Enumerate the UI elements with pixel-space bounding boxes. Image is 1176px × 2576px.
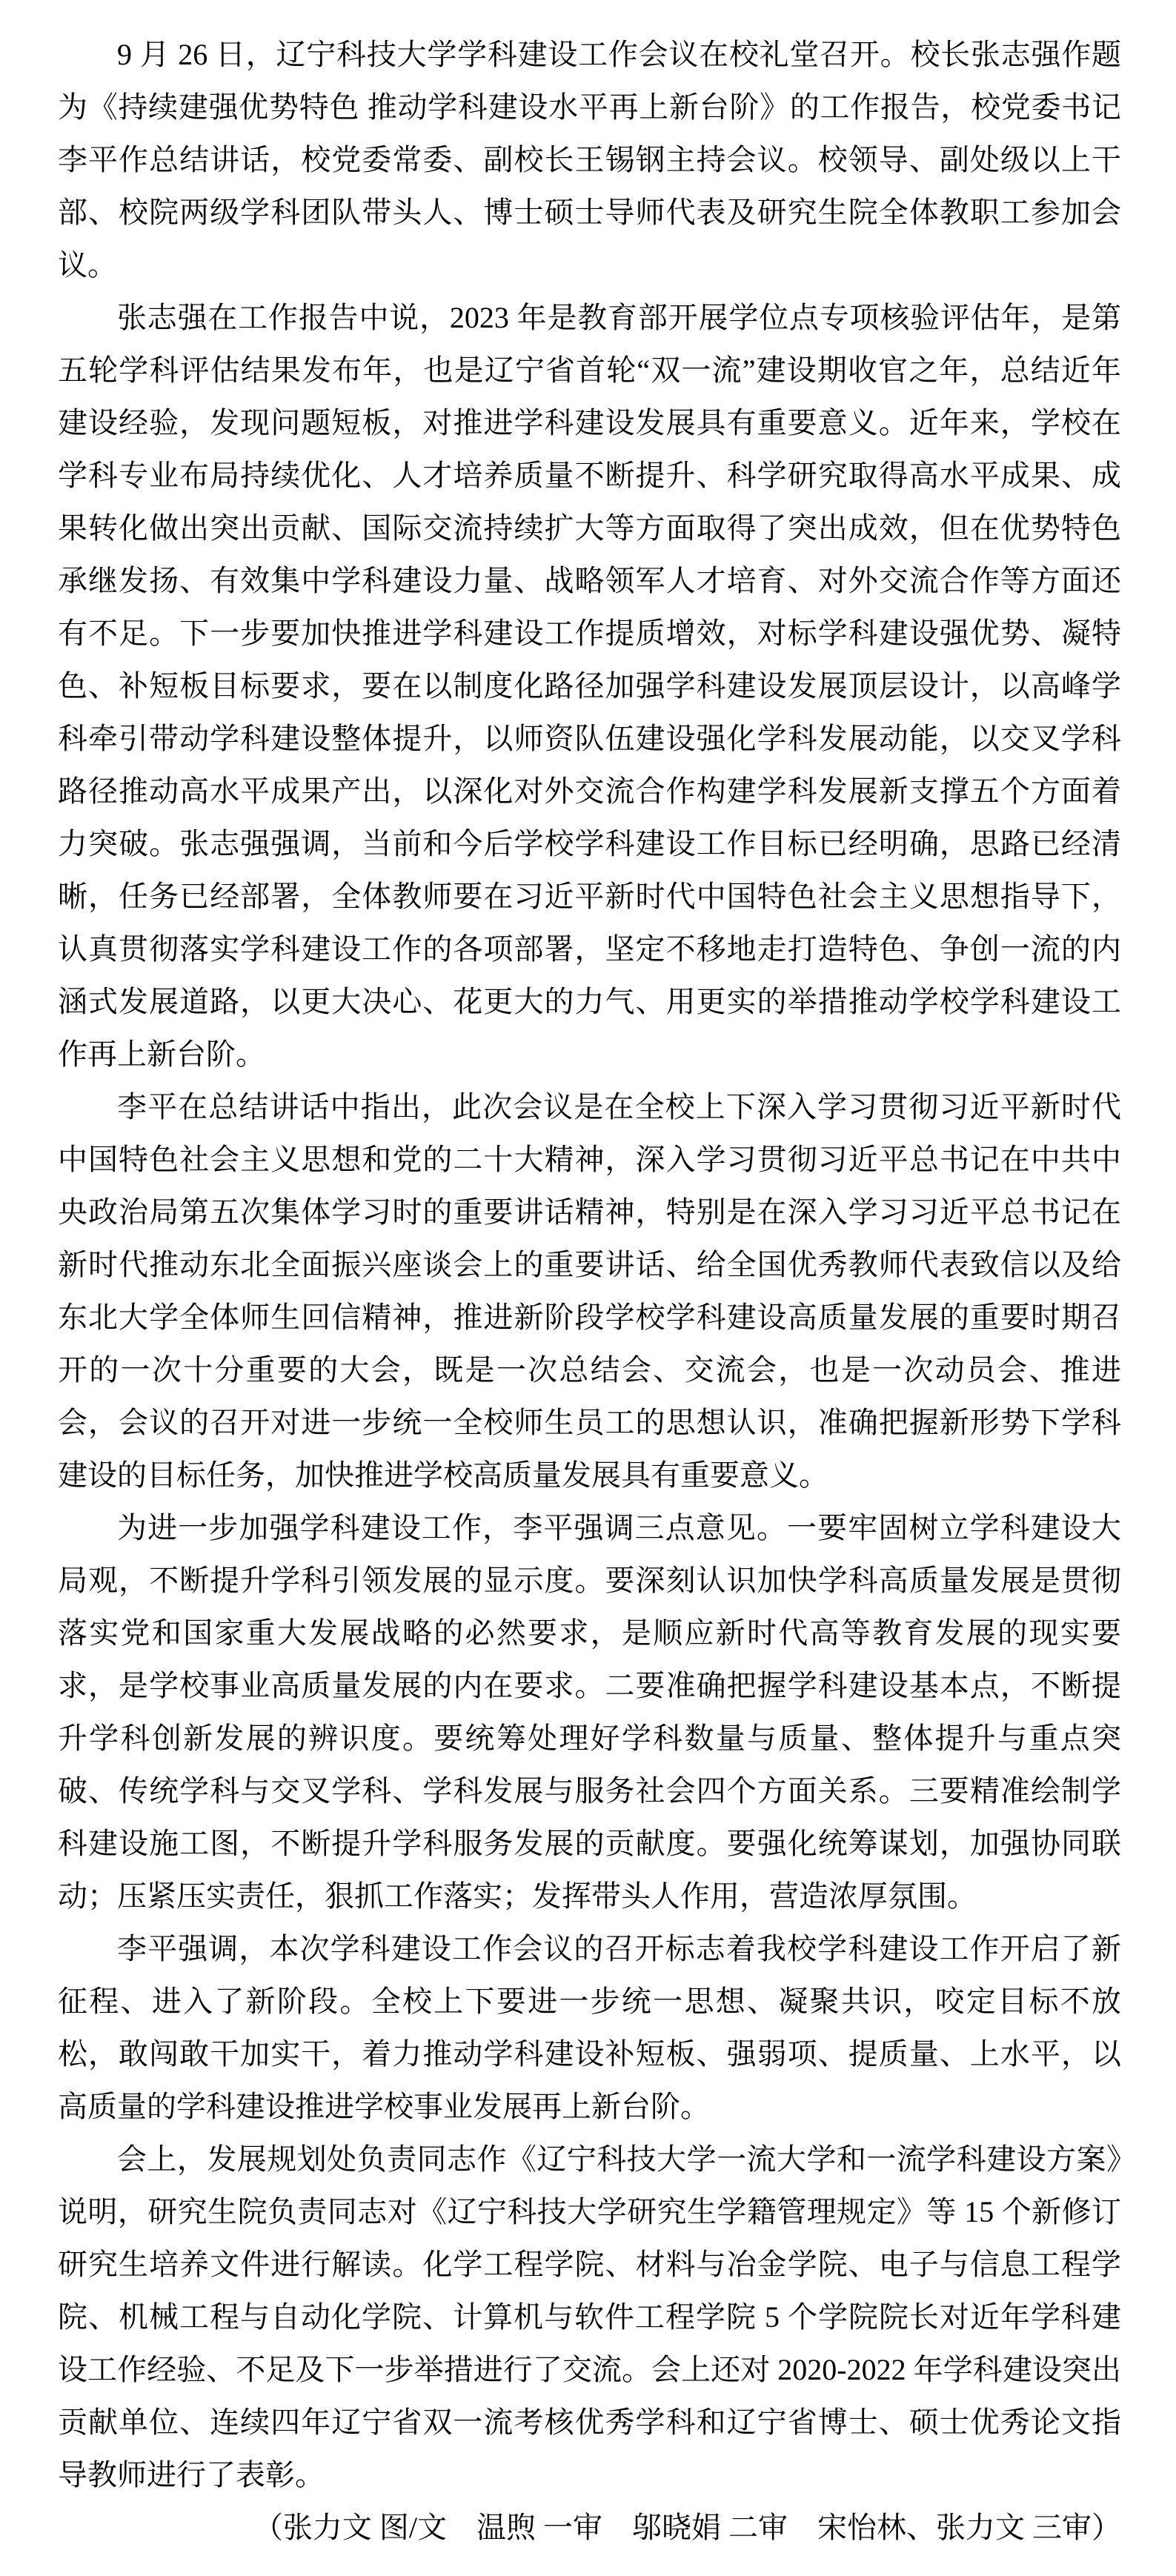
paragraph-zhangzhiqiang-report: 张志强在工作报告中说，2023 年是教育部开展学位点专项核验评估年，是第五轮学科评估结果发布年，也是辽宁省首轮“双一流”建设期收官之年，总结近年建设经验，发现问题短板，对推进学科建设发展具有重要意义。近年来，学校在学科专业布局持续优化、人才培养质量不断提升、科学研究取得高水平成果、成果转化做出突出贡献、国际交流持续扩大等方面取得了突出成效，但在优势特色承继发扬、有效集中学科建设力量、战略领军人才培育、对外交流合作等方面还有不足。下一步要加快推进学科建设工作提质增效，对标学科建设强优势、凝特色、补短板目标要求，要在以制度化路径加强学科建设发展顶层设计，以高峰学科牵引带动学科建设整体提升，以师资队伍建设强化学科发展动能，以交叉学科路径推动高水平成果产出，以深化对外交流合作构建学科发展新支撑五个方面着力突破。张志强强调，当前和今后学校学科建设工作目标已经明确，思路已经清晰，任务已经部署，全体教师要在习近平新时代中国特色社会主义思想指导下，认真贯彻落实学科建设工作的各项部署，坚定不移地走打造特色、争创一流的内涵式发展道路，以更大决心、花更大的力气、用更实的举措推动学校学科建设工作再上新台阶。 <box>58 301 1121 1071</box>
paragraph-liping-summary: 李平在总结讲话中指出，此次会议是在全校上下深入学习贯彻习近平新时代中国特色社会主义思想和党的二十大精神，深入学习贯彻习近平总书记在中共中央政治局第五次集体学习时的重要讲话精神，特别是在深入学习习近平总书记在新时代推动东北全面振兴座谈会上的重要讲话、给全国优秀教师代表致信以及给东北大学全体师生回信精神，推进新阶段学校学科建设高质量发展的重要时期召开的一次十分重要的大会，既是一次总结会、交流会，也是一次动员会、推进会，会议的召开对进一步统一全校师生员工的思想认识，准确把握新形势下学科建设的目标任务，加快推进学校高质量发展具有重要意义。 <box>58 1090 1121 1492</box>
paragraph-opening: 9 月 26 日，辽宁科技大学学科建设工作会议在校礼堂召开。校长张志强作题为《持续建强优势特色 推动学科建设水平再上新台阶》的工作报告，校党委书记李平作总结讲话，校党委常委、副校长王锡钢主持会议。校领导、副处级以上干部、校院两级学科团队带头人、博士硕士导师代表及研究生院全体教职工参加会议。 <box>58 38 1121 282</box>
paragraph-meeting-agenda: 会上，发展规划处负责同志作《辽宁科技大学一流大学和一流学科建设方案》说明，研究生院负责同志对《辽宁科技大学研究生学籍管理规定》等 15 个新修订研究生培养文件进行解读。化学工程学院、材料与冶金学院、电子与信息工程学院、机械工程与自动化学院、计算机与软件工程学院 5 个学院院长对近年学科建设工作经验、不足及下一步举措进行了交流。会上还对 2020-2022 年学科建设突出贡献单位、连续四年辽宁省双一流考核优秀学科和辽宁省博士、硕士优秀论文指导教师进行了表彰。 <box>58 2142 1121 2492</box>
byline-credits: （张力文 图/文 温煦 一审 邬晓娟 二审 宋怡林、张力文 三审） <box>253 2511 1121 2544</box>
paragraph-liping-three-points: 为进一步加强学科建设工作，李平强调三点意见。一要牢固树立学科建设大局观，不断提升学科引领发展的显示度。要深刻认识加快学科高质量发展是贯彻落实党和国家重大发展战略的必然要求，是顺应新时代高等教育发展的现实要求，是学校事业高质量发展的内在要求。二要准确把握学科建设基本点，不断提升学科创新发展的辨识度。要统筹处理好学科数量与质量、整体提升与重点突破、传统学科与交叉学科、学科发展与服务社会四个方面关系。三要精准绘制学科建设施工图，不断提升学科服务发展的贡献度。要强化统筹谋划，加强协同联动；压紧压实责任，狠抓工作落实；发挥带头人作用，营造浓厚氛围。 <box>58 1511 1121 1913</box>
paragraph-liping-emphasis: 李平强调，本次学科建设工作会议的召开标志着我校学科建设工作开启了新征程、进入了新阶段。全校上下要进一步统一思想、凝聚共识，咬定目标不放松，敢闯敢干加实干，着力推动学科建设补短板、强弱项、提质量、上水平，以高质量的学科建设推进学校事业发展再上新台阶。 <box>58 1932 1121 2123</box>
